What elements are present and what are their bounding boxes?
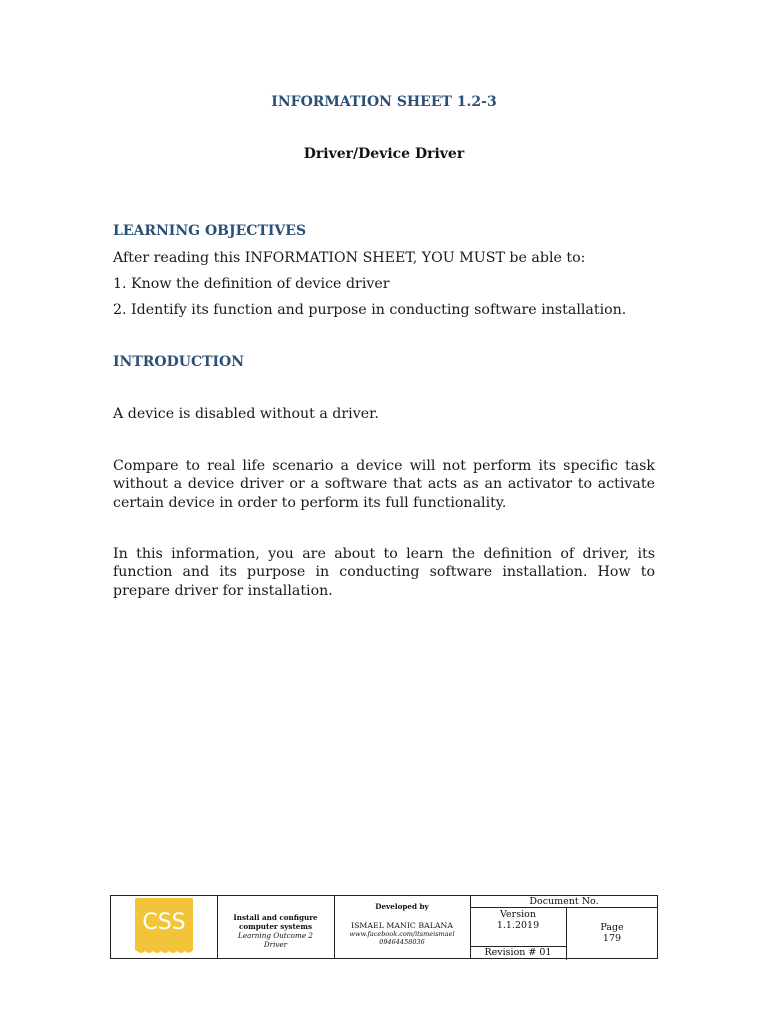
logo-wave-icon — [135, 948, 193, 956]
footer-table — [110, 895, 658, 959]
course-line-4: Driver — [263, 940, 288, 949]
logo-text: CSS — [142, 910, 186, 935]
sheet-subtitle: Driver/Device Driver — [303, 146, 465, 162]
developer-name: ISMAEL MANIC BALANA — [351, 921, 453, 930]
page-label: Page — [600, 922, 624, 933]
objective-item-1: 1. Know the definition of device driver — [113, 276, 390, 292]
developed-by-label: Developed by — [375, 902, 429, 911]
intro-paragraph-3: In this information, you are about to learn the definition of driver, its function and its purpose in conducting software installation. How to prepare driver for installation. — [113, 546, 655, 599]
developer-phone: 09464458036 — [379, 938, 425, 946]
intro-paragraph-2: Compare to real life scenario a device will not perform its specific task without a device driver or a software that acts as an activator to activate certain device in order to perform its full functionality. — [113, 458, 655, 511]
developer-cell — [334, 896, 470, 958]
course-cell — [217, 896, 334, 958]
introduction-heading: INTRODUCTION — [113, 354, 245, 370]
intro-paragraph-1: A device is disabled without a driver. — [113, 406, 379, 422]
objectives-heading: LEARNING OBJECTIVES — [113, 223, 307, 239]
version-label: Version — [500, 909, 536, 920]
course-line-1: Install and configure — [233, 913, 318, 922]
course-line-2: computer systems — [238, 922, 313, 931]
page-number: 179 — [602, 933, 622, 944]
objective-item-2: 2. Identify its function and purpose in conducting software installation. — [113, 302, 627, 318]
developer-url: www.facebook.com/itsmeismael — [349, 930, 455, 938]
revision-number: Revision # 01 — [484, 947, 552, 958]
objectives-intro: After reading this INFORMATION SHEET, YOU MUST be able to: — [113, 250, 586, 266]
course-line-3: Learning Outcome 2 — [238, 931, 313, 940]
document-no-label: Document No. — [529, 896, 599, 907]
version-value: 1.1.2019 — [496, 920, 540, 931]
sheet-title: INFORMATION SHEET 1.2-3 — [271, 94, 497, 110]
